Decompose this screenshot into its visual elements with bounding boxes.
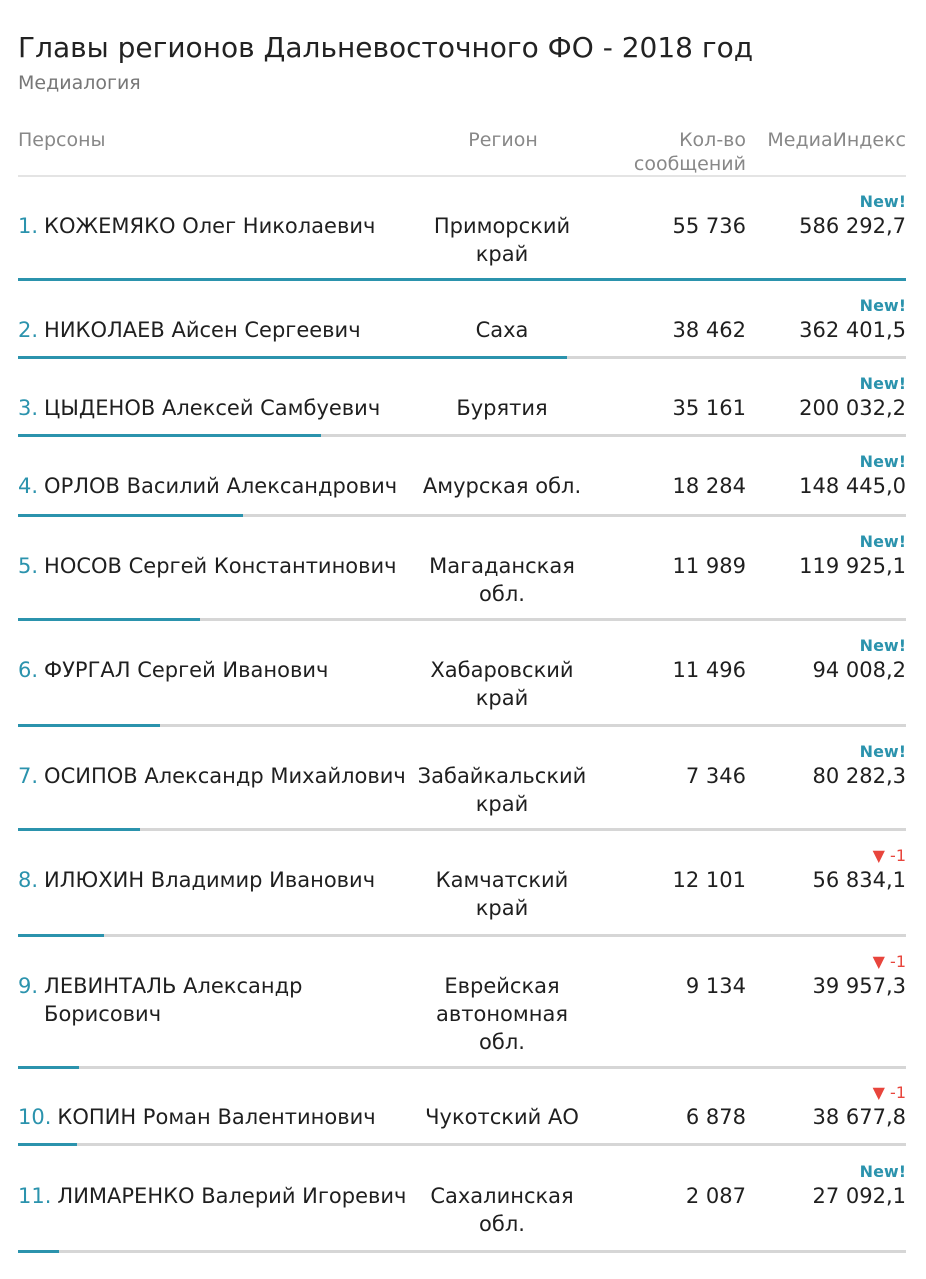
- rank-number: 6.: [18, 658, 39, 682]
- message-count: 11 496: [672, 658, 746, 682]
- table-row: [0, 282, 926, 359]
- media-index-value: 586 292,7: [799, 214, 906, 238]
- media-index-value: 39 957,3: [812, 974, 906, 998]
- region-cell: Бурятия: [456, 396, 548, 420]
- new-badge: New!: [859, 532, 906, 551]
- new-badge: New!: [859, 1162, 906, 1181]
- new-badge: New!: [859, 452, 906, 471]
- index-bar: [18, 1250, 59, 1253]
- media-index-value: 27 092,1: [812, 1184, 906, 1208]
- media-index-value: 119 925,1: [799, 554, 906, 578]
- person-cell: [18, 212, 418, 240]
- rank-number: 8.: [18, 868, 39, 892]
- person-name[interactable]: ИЛЮХИН Владимир Иванович: [44, 868, 376, 892]
- message-count: 7 346: [685, 764, 746, 788]
- index-bar-track: [18, 356, 906, 359]
- new-badge: New!: [859, 742, 906, 761]
- person-name[interactable]: КОЖЕМЯКО Олег Николаевич: [44, 214, 376, 238]
- media-index-value: 80 282,3: [812, 764, 906, 788]
- region-cell: Камчатский край: [435, 868, 569, 920]
- media-index-value: 148 445,0: [799, 474, 906, 498]
- message-count: 9 134: [685, 974, 746, 998]
- index-bar: [18, 1143, 77, 1146]
- index-bar: [18, 278, 906, 281]
- page-title: Главы регионов Дальневосточного ФО - 2018 год: [18, 31, 754, 64]
- rank-number: 11.: [18, 1184, 52, 1208]
- rank-number: 4.: [18, 474, 39, 498]
- person-name[interactable]: КОПИН Роман Валентинович: [57, 1105, 376, 1129]
- rank-number: 3.: [18, 396, 39, 420]
- person-name[interactable]: НИКОЛАЕВ Айсен Сергеевич: [44, 318, 361, 342]
- rank-change-badge: ▼ -1: [872, 952, 906, 971]
- person-cell: [18, 552, 418, 580]
- person-cell: [18, 972, 418, 1028]
- person-cell: [18, 762, 418, 790]
- index-bar: [18, 514, 243, 517]
- message-count: 35 161: [672, 396, 746, 420]
- index-bar-track: [18, 618, 906, 621]
- rank-number: 7.: [18, 764, 39, 788]
- column-header-count[interactable]: Кол-во сообщений: [633, 129, 746, 175]
- rank-number: 5.: [18, 554, 39, 578]
- region-cell: Сахалинская обл.: [430, 1184, 574, 1236]
- region-cell: Забайкальский край: [417, 764, 587, 816]
- person-cell: [18, 656, 418, 684]
- person-name[interactable]: ОСИПОВ Александр Михайлович: [44, 764, 406, 788]
- table-row: [0, 1069, 926, 1146]
- person-cell: [18, 472, 418, 500]
- person-name[interactable]: ЦЫДЕНОВ Алексей Самбуевич: [44, 396, 381, 420]
- message-count: 6 878: [685, 1105, 746, 1129]
- index-bar: [18, 356, 567, 359]
- new-badge: New!: [859, 296, 906, 315]
- new-badge: New!: [859, 192, 906, 211]
- region-cell: Чукотский АО: [425, 1105, 579, 1129]
- table-row: [0, 178, 926, 281]
- index-bar: [18, 724, 160, 727]
- region-cell: Приморский край: [433, 214, 571, 266]
- new-badge: New!: [859, 374, 906, 393]
- rank-change-badge: ▼ -1: [872, 1083, 906, 1102]
- index-bar-track: [18, 828, 906, 831]
- person-cell: [18, 1103, 418, 1131]
- index-bar-track: [18, 1143, 906, 1146]
- message-count: 11 989: [672, 554, 746, 578]
- table-row: [0, 728, 926, 831]
- person-name[interactable]: ФУРГАЛ Сергей Иванович: [44, 658, 329, 682]
- page-subtitle: Медиалогия: [18, 72, 141, 94]
- column-header-region[interactable]: Регион: [468, 129, 538, 151]
- rank-number: 10.: [18, 1105, 52, 1129]
- table-row: [0, 360, 926, 437]
- media-index-value: 38 677,8: [812, 1105, 906, 1129]
- new-badge: New!: [859, 636, 906, 655]
- person-name[interactable]: НОСОВ Сергей Константинович: [44, 554, 397, 578]
- person-name[interactable]: ОРЛОВ Василий Александрович: [44, 474, 398, 498]
- rank-number: 1.: [18, 214, 39, 238]
- media-index-value: 94 008,2: [812, 658, 906, 682]
- message-count: 55 736: [672, 214, 746, 238]
- table-row: [0, 832, 926, 937]
- table-row: [0, 518, 926, 621]
- table-row: [0, 938, 926, 1069]
- person-cell: [18, 866, 418, 894]
- table-row: [0, 438, 926, 517]
- index-bar-track: [18, 514, 906, 517]
- person-name[interactable]: ЛЕВИНТАЛЬ Александр Борисович: [44, 974, 303, 1026]
- person-name[interactable]: ЛИМАРЕНКО Валерий Игоревич: [57, 1184, 407, 1208]
- message-count: 38 462: [672, 318, 746, 342]
- person-cell: [18, 316, 418, 344]
- rank-number: 2.: [18, 318, 39, 342]
- media-index-value: 362 401,5: [799, 318, 906, 342]
- column-header-person[interactable]: Персоны: [18, 129, 106, 151]
- index-bar: [18, 934, 104, 937]
- table-row: [0, 1148, 926, 1253]
- index-bar-track: [18, 1250, 906, 1253]
- header-divider: [18, 175, 906, 177]
- region-cell: Магаданская обл.: [429, 554, 575, 606]
- media-index-value: 56 834,1: [812, 868, 906, 892]
- index-bar: [18, 828, 140, 831]
- region-cell: Саха: [475, 318, 529, 342]
- region-cell: Еврейская автономная обл.: [436, 974, 568, 1054]
- index-bar: [18, 618, 200, 621]
- media-index-value: 200 032,2: [799, 396, 906, 420]
- region-cell: Амурская обл.: [422, 474, 582, 498]
- index-bar-track: [18, 434, 906, 437]
- person-cell: [18, 394, 418, 422]
- message-count: 18 284: [672, 474, 746, 498]
- index-bar-track: [18, 934, 906, 937]
- person-cell: [18, 1182, 418, 1210]
- rank-number: 9.: [18, 974, 39, 998]
- index-bar: [18, 434, 321, 437]
- column-header-media-index[interactable]: МедиаИндекс: [767, 129, 906, 151]
- rank-change-badge: ▼ -1: [872, 846, 906, 865]
- region-cell: Хабаровский край: [430, 658, 574, 710]
- table-row: [0, 622, 926, 727]
- message-count: 12 101: [672, 868, 746, 892]
- index-bar-track: [18, 724, 906, 727]
- index-bar-track: [18, 278, 906, 281]
- message-count: 2 087: [685, 1184, 746, 1208]
